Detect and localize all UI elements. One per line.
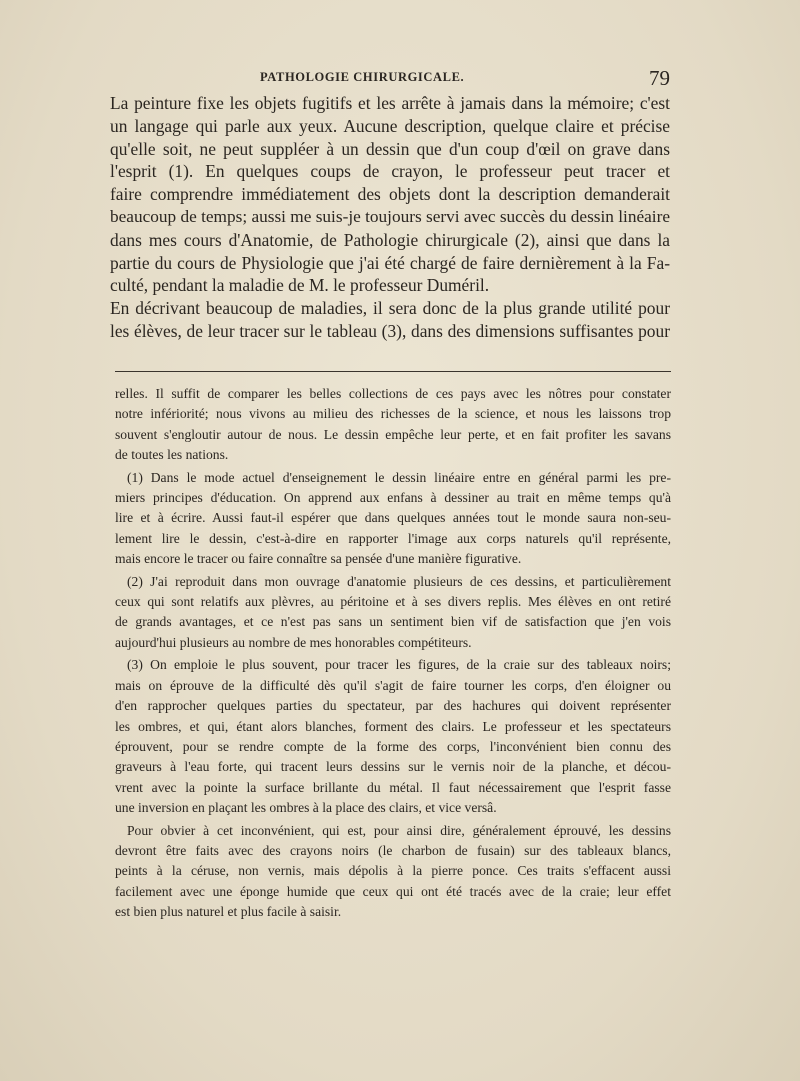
footnote-line: aujourd'hui plusieurs au nombre de mes honorables compétiteurs. <box>115 634 472 650</box>
footnote-3-continued <box>115 821 671 923</box>
footnote-line: relles. Il suffit de comparer les belles collections de ces pays avec les nôtres pour constater <box>115 386 671 401</box>
main-line: qu'elle soit, ne peut suppléer à un dessin que d'un coup d'œil on grave dans <box>110 138 670 159</box>
footnote-line: devront être faits avec des crayons noirs (le charbon de fusain) sur des tableaux blancs, <box>115 842 671 858</box>
main-text <box>110 92 670 343</box>
footnote-line: graveurs à l'eau forte, qui tracent leurs dessins sur le vernis noir de la planche, et décou- <box>115 759 671 775</box>
footnote-3 <box>115 655 671 818</box>
footnote-line: (2) J'ai reproduit dans mon ouvrage d'anatomie plusieurs de ces dessins, et particulièrement <box>127 573 671 589</box>
footnote-line: les ombres, et qui, étant alors blanches, forment des clairs. Le professeur et les spectateurs <box>115 718 671 734</box>
main-line: partie du cours de Physiologie que j'ai été chargé de faire dernièrement à la Fa- <box>110 252 670 273</box>
main-line: En décrivant beaucoup de maladies, il sera donc de la plus grande utilité pour <box>110 298 670 319</box>
footnote-2 <box>115 572 671 654</box>
footnote-line: (3) On emploie le plus souvent, pour tracer les figures, de la craie sur des tableaux noirs; <box>127 657 671 673</box>
footnote-line: mais on éprouve de la difficulté dès qu'il s'agit de faire tourner les corps, d'en éloigner ou <box>115 677 671 693</box>
main-line: La peinture fixe les objets fugitifs et les arrête à jamais dans la mémoire; c'est <box>110 93 670 113</box>
main-line: beaucoup de temps; aussi me suis-je toujours servi avec succès du dessin linéaire <box>110 206 671 226</box>
footnote-line: miers principes d'éducation. On apprend aux enfans à dessiner au trait en même temps qu'à <box>115 490 671 506</box>
footnote-line: lement lire le dessin, c'est-à-dire en rapporter l'image aux corps naturels qu'il représente, <box>115 530 671 546</box>
footnote-line: (1) Dans le mode actuel d'enseignement le dessin linéaire entre en général parmi les pre- <box>127 469 671 485</box>
footnote-line: Pour obvier à cet inconvénient, qui est, pour ainsi dire, généralement éprouvé, les dessins <box>127 822 671 838</box>
footnote-line: de toutes les nations. <box>115 447 229 463</box>
footnotes <box>115 384 671 923</box>
footnote-line: éprouvent, pour se rendre compte de la forme des corps, l'inconvénient bien connu des <box>115 738 671 754</box>
running-head <box>110 68 670 92</box>
main-line: un langage qui parle aux yeux. Aucune description, quelque claire et précise <box>110 115 670 136</box>
main-line: l'esprit (1). En quelques coups de crayon, le professeur peut tracer et <box>110 161 670 182</box>
footnote-rule <box>115 371 671 372</box>
main-line: dans mes cours d'Anatomie, de Pathologie chirurgicale (2), ainsi que dans la <box>110 229 670 250</box>
footnote-line: vrent avec la pointe la surface brillante du métal. Il faut nécessairement que l'esprit fasse <box>115 779 671 795</box>
footnote-line: de grands avantages, et ce n'est pas sans un sentiment bien vif de satisfaction que j'en vois <box>115 614 671 630</box>
running-title: PATHOLOGIE CHIRURGICALE. <box>260 70 465 84</box>
footnote-line: mais encore le tracer ou faire connaître sa pensée d'une manière figurative. <box>115 551 522 567</box>
footnote-line: peints à la céruse, non vernis, mais dépolis à la pierre ponce. Ces traits s'effacent aussi <box>115 863 671 879</box>
footnote-line: facilement avec une éponge humide que ceux qui ont été tracés avec de la craie; leur effet <box>115 883 671 899</box>
footnote-line: notre infériorité; nous vivons au milieu des richesses de la science, et nous les laissons trop <box>115 406 671 422</box>
footnote-1 <box>115 468 671 570</box>
footnote-line: est bien plus naturel et plus facile à saisir. <box>115 904 342 920</box>
page-number: 79 <box>649 66 670 90</box>
footnote-line: lire et à écrire. Aussi faut-il espérer que dans quelques années tout le monde saura non-seu- <box>115 510 671 526</box>
main-line: faire comprendre immédiatement des objets dont la description demanderait <box>110 184 670 205</box>
main-line: les élèves, de leur tracer sur le tableau (3), dans des dimensions suffisantes pour <box>110 320 670 341</box>
footnote-line: ceux qui sont relatifs aux plèvres, au péritoine et à ses divers replis. Mes élèves en ont retiré <box>115 594 671 610</box>
footnote-line: souvent s'engloutir autour de nous. Le dessin empêche leur perte, et en fait profiter les savans <box>115 426 671 442</box>
main-line: culté, pendant la maladie de M. le professeur Duméril. <box>110 275 490 296</box>
footnote-continuation <box>115 384 671 466</box>
footnote-line: d'en rapprocher quelques parties du spectateur, par des hachures qui doivent représenter <box>115 698 671 714</box>
footnote-line: une inversion en plaçant les ombres à la place des clairs, et vice versâ. <box>115 800 497 816</box>
